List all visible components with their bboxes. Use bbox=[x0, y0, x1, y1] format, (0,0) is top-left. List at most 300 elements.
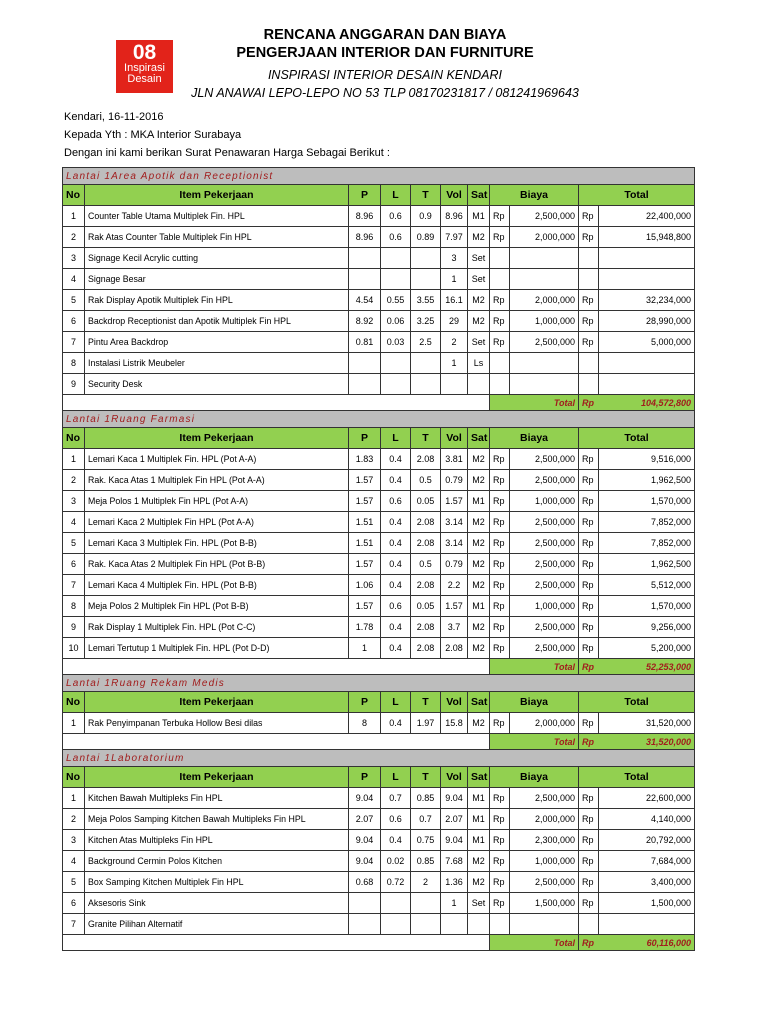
cell-item: Rak Atas Counter Table Multiplek Fin HPL bbox=[85, 227, 349, 248]
cell-vol: 29 bbox=[441, 311, 468, 332]
cell-l: 0.6 bbox=[381, 491, 411, 512]
cell-t: 0.85 bbox=[411, 851, 441, 872]
header-l: L bbox=[381, 767, 411, 788]
cell-t bbox=[411, 248, 441, 269]
cell-no: 1 bbox=[63, 449, 85, 470]
cell-total-currency: Rp bbox=[579, 206, 599, 227]
logo-number: 08 bbox=[132, 41, 157, 64]
header-t: T bbox=[411, 185, 441, 206]
cell-t: 0.85 bbox=[411, 788, 441, 809]
cell-l: 0.4 bbox=[381, 617, 411, 638]
cell-sat bbox=[468, 914, 490, 935]
cell-vol: 1 bbox=[441, 269, 468, 290]
cell-t: 0.05 bbox=[411, 596, 441, 617]
cell-total-currency: Rp bbox=[579, 713, 599, 734]
cell-no: 3 bbox=[63, 248, 85, 269]
cell-sat: M2 bbox=[468, 872, 490, 893]
cell-t: 2.08 bbox=[411, 575, 441, 596]
cell-l: 0.06 bbox=[381, 311, 411, 332]
cell-sat: M1 bbox=[468, 491, 490, 512]
cell-vol: 9.04 bbox=[441, 788, 468, 809]
table-row bbox=[63, 830, 695, 851]
cell-item: Lemari Kaca 2 Multiplek Fin HPL (Pot A-A) bbox=[85, 512, 349, 533]
cell-total-currency: Rp bbox=[579, 638, 599, 659]
cell-total-currency: Rp bbox=[579, 809, 599, 830]
cell-biaya: 2,000,000 bbox=[510, 713, 579, 734]
cell-biaya bbox=[510, 269, 579, 290]
header-vol: Vol bbox=[441, 692, 468, 713]
cell-vol: 7.97 bbox=[441, 227, 468, 248]
cell-sat: M2 bbox=[468, 851, 490, 872]
header-biaya: Biaya bbox=[490, 767, 579, 788]
cell-item: Aksesoris Sink bbox=[85, 893, 349, 914]
section-title-row bbox=[63, 168, 695, 185]
header-p: P bbox=[349, 692, 381, 713]
cell-t: 1.97 bbox=[411, 713, 441, 734]
cell-vol: 2.08 bbox=[441, 638, 468, 659]
cell-total-currency: Rp bbox=[579, 788, 599, 809]
cell-no: 4 bbox=[63, 512, 85, 533]
letter-date: Kendari, 16-11-2016 bbox=[64, 111, 164, 123]
cell-biaya: 2,500,000 bbox=[510, 533, 579, 554]
cell-biaya: 2,500,000 bbox=[510, 512, 579, 533]
cell-l bbox=[381, 353, 411, 374]
cell-biaya-currency: Rp bbox=[490, 290, 510, 311]
cell-p: 9.04 bbox=[349, 830, 381, 851]
table-row bbox=[63, 533, 695, 554]
cell-t: 3.55 bbox=[411, 290, 441, 311]
section-title: Lantai 1Laboratorium bbox=[63, 750, 695, 767]
cell-t: 2.08 bbox=[411, 638, 441, 659]
cell-sat: Set bbox=[468, 248, 490, 269]
logo-word-2: Desain bbox=[127, 73, 162, 85]
cell-sat: M1 bbox=[468, 809, 490, 830]
cell-l: 0.02 bbox=[381, 851, 411, 872]
cell-vol: 1.57 bbox=[441, 491, 468, 512]
cell-biaya-currency: Rp bbox=[490, 206, 510, 227]
cell-l: 0.72 bbox=[381, 872, 411, 893]
cell-total-currency: Rp bbox=[579, 290, 599, 311]
total-label: Total bbox=[490, 395, 579, 411]
cell-sat: M2 bbox=[468, 533, 490, 554]
cell-biaya-currency: Rp bbox=[490, 575, 510, 596]
cell-no: 2 bbox=[63, 227, 85, 248]
cell-total-currency: Rp bbox=[579, 893, 599, 914]
total-spacer bbox=[63, 659, 490, 675]
cell-biaya: 2,500,000 bbox=[510, 575, 579, 596]
header-sat: Sat bbox=[468, 185, 490, 206]
cell-biaya-currency: Rp bbox=[490, 554, 510, 575]
cell-no: 6 bbox=[63, 311, 85, 332]
cell-biaya-currency: Rp bbox=[490, 311, 510, 332]
cell-sat: M2 bbox=[468, 449, 490, 470]
cell-item: Kitchen Bawah Multipleks Fin HPL bbox=[85, 788, 349, 809]
cell-t: 0.5 bbox=[411, 554, 441, 575]
cell-biaya-currency: Rp bbox=[490, 809, 510, 830]
cell-t: 0.5 bbox=[411, 470, 441, 491]
cell-no: 1 bbox=[63, 713, 85, 734]
cell-t: 2.08 bbox=[411, 512, 441, 533]
cell-t: 0.89 bbox=[411, 227, 441, 248]
cell-item: Rak Penyimpanan Terbuka Hollow Besi dilas bbox=[85, 713, 349, 734]
cell-total-currency bbox=[579, 914, 599, 935]
cell-no: 5 bbox=[63, 533, 85, 554]
cell-l: 0.4 bbox=[381, 554, 411, 575]
cell-vol bbox=[441, 914, 468, 935]
table-row bbox=[63, 638, 695, 659]
cell-sat: M2 bbox=[468, 713, 490, 734]
total-label: Total bbox=[490, 734, 579, 750]
cell-sat: M2 bbox=[468, 554, 490, 575]
cell-biaya: 2,000,000 bbox=[510, 290, 579, 311]
table-row bbox=[63, 872, 695, 893]
cell-total-currency: Rp bbox=[579, 449, 599, 470]
cell-item: Meja Polos 1 Multiplek Fin HPL (Pot A-A) bbox=[85, 491, 349, 512]
cell-biaya-currency: Rp bbox=[490, 470, 510, 491]
cell-item: Instalasi Listrik Meubeler bbox=[85, 353, 349, 374]
cell-no: 7 bbox=[63, 914, 85, 935]
section-total-value: 60,116,000 bbox=[599, 935, 695, 951]
column-header-row bbox=[63, 692, 695, 713]
cell-biaya-currency bbox=[490, 269, 510, 290]
cell-t: 0.75 bbox=[411, 830, 441, 851]
cell-sat: M1 bbox=[468, 596, 490, 617]
cell-biaya: 2,300,000 bbox=[510, 830, 579, 851]
column-header-row bbox=[63, 428, 695, 449]
header-no: No bbox=[63, 767, 85, 788]
table-row bbox=[63, 449, 695, 470]
total-label: Total bbox=[490, 935, 579, 951]
header-t: T bbox=[411, 428, 441, 449]
cell-total-currency bbox=[579, 248, 599, 269]
cell-l: 0.7 bbox=[381, 788, 411, 809]
total-currency: Rp bbox=[579, 395, 599, 411]
cell-l: 0.4 bbox=[381, 512, 411, 533]
cell-l: 0.4 bbox=[381, 470, 411, 491]
cell-total: 20,792,000 bbox=[599, 830, 695, 851]
cell-no: 8 bbox=[63, 353, 85, 374]
cell-total-currency bbox=[579, 269, 599, 290]
cell-t: 2.08 bbox=[411, 449, 441, 470]
header-item: Item Pekerjaan bbox=[85, 185, 349, 206]
header-p: P bbox=[349, 185, 381, 206]
cell-vol bbox=[441, 374, 468, 395]
header-l: L bbox=[381, 692, 411, 713]
cell-sat: M2 bbox=[468, 227, 490, 248]
cell-l: 0.55 bbox=[381, 290, 411, 311]
cell-vol: 0.79 bbox=[441, 554, 468, 575]
cell-vol: 9.04 bbox=[441, 830, 468, 851]
table-row bbox=[63, 713, 695, 734]
cell-total: 9,256,000 bbox=[599, 617, 695, 638]
header-item: Item Pekerjaan bbox=[85, 692, 349, 713]
cell-l bbox=[381, 269, 411, 290]
cell-biaya bbox=[510, 914, 579, 935]
header-p: P bbox=[349, 428, 381, 449]
cell-total: 31,520,000 bbox=[599, 713, 695, 734]
cell-biaya-currency: Rp bbox=[490, 617, 510, 638]
cell-no: 1 bbox=[63, 788, 85, 809]
header-t: T bbox=[411, 767, 441, 788]
header-p: P bbox=[349, 767, 381, 788]
cell-total bbox=[599, 248, 695, 269]
header-item: Item Pekerjaan bbox=[85, 767, 349, 788]
section-total-value: 31,520,000 bbox=[599, 734, 695, 750]
cell-t: 2 bbox=[411, 872, 441, 893]
document-subtitle: PENGERJAAN INTERIOR DAN FURNITURE bbox=[236, 45, 534, 61]
cell-sat: M2 bbox=[468, 575, 490, 596]
cell-biaya: 1,500,000 bbox=[510, 893, 579, 914]
section-total-row bbox=[63, 659, 695, 675]
cell-total: 1,570,000 bbox=[599, 491, 695, 512]
cell-no: 3 bbox=[63, 491, 85, 512]
cell-no: 10 bbox=[63, 638, 85, 659]
cell-total bbox=[599, 374, 695, 395]
cell-biaya: 2,500,000 bbox=[510, 872, 579, 893]
header-biaya: Biaya bbox=[490, 692, 579, 713]
cell-l: 0.6 bbox=[381, 809, 411, 830]
column-header-row bbox=[63, 185, 695, 206]
cell-p bbox=[349, 353, 381, 374]
cell-p bbox=[349, 914, 381, 935]
logo-word-1: Inspirasi bbox=[124, 62, 165, 74]
cell-total: 28,990,000 bbox=[599, 311, 695, 332]
cell-p: 9.04 bbox=[349, 851, 381, 872]
header-item: Item Pekerjaan bbox=[85, 428, 349, 449]
cell-vol: 1 bbox=[441, 893, 468, 914]
cell-total: 1,962,500 bbox=[599, 470, 695, 491]
cell-biaya-currency: Rp bbox=[490, 830, 510, 851]
cell-p: 1.83 bbox=[349, 449, 381, 470]
cell-vol: 3.7 bbox=[441, 617, 468, 638]
cell-total-currency: Rp bbox=[579, 227, 599, 248]
cell-biaya: 2,500,000 bbox=[510, 449, 579, 470]
header-t: T bbox=[411, 692, 441, 713]
cell-item: Lemari Kaca 4 Multiplek Fin. HPL (Pot B-B) bbox=[85, 575, 349, 596]
cell-sat: M2 bbox=[468, 470, 490, 491]
cell-biaya: 1,000,000 bbox=[510, 311, 579, 332]
section-title: Lantai 1Area Apotik dan Receptionist bbox=[63, 168, 695, 185]
cell-vol: 3 bbox=[441, 248, 468, 269]
cell-p: 1.57 bbox=[349, 491, 381, 512]
section-total-row bbox=[63, 395, 695, 411]
header-total: Total bbox=[579, 692, 695, 713]
cell-biaya bbox=[510, 353, 579, 374]
header-total: Total bbox=[579, 767, 695, 788]
cell-p: 1.06 bbox=[349, 575, 381, 596]
cell-t: 0.9 bbox=[411, 206, 441, 227]
table-row bbox=[63, 374, 695, 395]
cell-total-currency bbox=[579, 374, 599, 395]
header-sat: Sat bbox=[468, 428, 490, 449]
cell-no: 5 bbox=[63, 872, 85, 893]
header-sat: Sat bbox=[468, 692, 490, 713]
cell-biaya-currency: Rp bbox=[490, 638, 510, 659]
cell-p: 8.92 bbox=[349, 311, 381, 332]
cell-t bbox=[411, 374, 441, 395]
cell-item: Counter Table Utama Multiplek Fin. HPL bbox=[85, 206, 349, 227]
cell-item: Security Desk bbox=[85, 374, 349, 395]
cell-p: 8.96 bbox=[349, 227, 381, 248]
cell-vol: 16.1 bbox=[441, 290, 468, 311]
cell-p: 1.51 bbox=[349, 533, 381, 554]
table-row bbox=[63, 290, 695, 311]
cell-l: 0.6 bbox=[381, 227, 411, 248]
section-title-row bbox=[63, 675, 695, 692]
total-spacer bbox=[63, 395, 490, 411]
cell-item: Rak Display 1 Multiplek Fin. HPL (Pot C-C) bbox=[85, 617, 349, 638]
table-row bbox=[63, 893, 695, 914]
table-row bbox=[63, 788, 695, 809]
cell-p: 1.57 bbox=[349, 596, 381, 617]
cell-total: 7,852,000 bbox=[599, 512, 695, 533]
cell-sat: M2 bbox=[468, 617, 490, 638]
cell-sat: M2 bbox=[468, 311, 490, 332]
cell-biaya: 2,500,000 bbox=[510, 206, 579, 227]
cell-biaya: 2,000,000 bbox=[510, 809, 579, 830]
company-address: JLN ANAWAI LEPO-LEPO NO 53 TLP 08170231817 / 081241969643 bbox=[191, 86, 579, 100]
cell-item: Meja Polos 2 Multiplek Fin HPL (Pot B-B) bbox=[85, 596, 349, 617]
header-no: No bbox=[63, 692, 85, 713]
cell-total: 1,500,000 bbox=[599, 893, 695, 914]
table-row bbox=[63, 248, 695, 269]
cell-no: 5 bbox=[63, 290, 85, 311]
cell-p bbox=[349, 248, 381, 269]
cell-l bbox=[381, 893, 411, 914]
cell-t: 0.05 bbox=[411, 491, 441, 512]
header-l: L bbox=[381, 185, 411, 206]
section-title-row bbox=[63, 411, 695, 428]
cell-item: Signage Kecil Acrylic cutting bbox=[85, 248, 349, 269]
cell-l bbox=[381, 248, 411, 269]
cell-no: 8 bbox=[63, 596, 85, 617]
table-row bbox=[63, 914, 695, 935]
cell-biaya-currency: Rp bbox=[490, 596, 510, 617]
cell-biaya-currency: Rp bbox=[490, 893, 510, 914]
cell-biaya: 1,000,000 bbox=[510, 491, 579, 512]
cell-item: Box Samping Kitchen Multiplek Fin HPL bbox=[85, 872, 349, 893]
table-row bbox=[63, 617, 695, 638]
cell-total: 7,684,000 bbox=[599, 851, 695, 872]
cell-vol: 15.8 bbox=[441, 713, 468, 734]
cell-no: 9 bbox=[63, 617, 85, 638]
cell-p bbox=[349, 893, 381, 914]
cell-p: 8.96 bbox=[349, 206, 381, 227]
cell-biaya-currency: Rp bbox=[490, 332, 510, 353]
cell-biaya-currency: Rp bbox=[490, 851, 510, 872]
cell-p: 8 bbox=[349, 713, 381, 734]
cell-biaya: 2,500,000 bbox=[510, 617, 579, 638]
cell-l: 0.4 bbox=[381, 575, 411, 596]
cell-total-currency: Rp bbox=[579, 830, 599, 851]
cell-total: 5,200,000 bbox=[599, 638, 695, 659]
table-row bbox=[63, 311, 695, 332]
table-row bbox=[63, 470, 695, 491]
cell-total bbox=[599, 914, 695, 935]
cell-t: 3.25 bbox=[411, 311, 441, 332]
cell-sat: M2 bbox=[468, 290, 490, 311]
table-row bbox=[63, 575, 695, 596]
cell-biaya-currency: Rp bbox=[490, 449, 510, 470]
cell-total: 4,140,000 bbox=[599, 809, 695, 830]
cell-item: Backdrop Receptionist dan Apotik Multiplek Fin HPL bbox=[85, 311, 349, 332]
cell-total-currency: Rp bbox=[579, 311, 599, 332]
cell-p bbox=[349, 269, 381, 290]
cell-sat: M1 bbox=[468, 830, 490, 851]
cell-item: Lemari Kaca 3 Multiplek Fin. HPL (Pot B-B) bbox=[85, 533, 349, 554]
cell-biaya: 2,500,000 bbox=[510, 788, 579, 809]
letter-recipient: Kepada Yth : MKA Interior Surabaya bbox=[64, 129, 242, 141]
cell-t: 2.5 bbox=[411, 332, 441, 353]
cell-no: 9 bbox=[63, 374, 85, 395]
cell-total: 22,600,000 bbox=[599, 788, 695, 809]
cell-biaya-currency: Rp bbox=[490, 227, 510, 248]
cell-p: 2.07 bbox=[349, 809, 381, 830]
header-vol: Vol bbox=[441, 185, 468, 206]
cell-p: 0.81 bbox=[349, 332, 381, 353]
cell-sat: M1 bbox=[468, 206, 490, 227]
cell-biaya-currency: Rp bbox=[490, 512, 510, 533]
cell-item: Pintu Area Backdrop bbox=[85, 332, 349, 353]
table-row bbox=[63, 491, 695, 512]
cell-biaya-currency bbox=[490, 374, 510, 395]
cell-biaya: 2,500,000 bbox=[510, 332, 579, 353]
header-total: Total bbox=[579, 428, 695, 449]
total-currency: Rp bbox=[579, 935, 599, 951]
cell-total-currency: Rp bbox=[579, 533, 599, 554]
cell-total: 22,400,000 bbox=[599, 206, 695, 227]
cell-total-currency: Rp bbox=[579, 617, 599, 638]
header-no: No bbox=[63, 185, 85, 206]
header-l: L bbox=[381, 428, 411, 449]
cell-biaya bbox=[510, 248, 579, 269]
cell-t bbox=[411, 914, 441, 935]
cell-sat: Set bbox=[468, 269, 490, 290]
section-total-row bbox=[63, 734, 695, 750]
cell-item: Background Cermin Polos Kitchen bbox=[85, 851, 349, 872]
cell-l: 0.4 bbox=[381, 830, 411, 851]
table-row bbox=[63, 512, 695, 533]
total-spacer bbox=[63, 935, 490, 951]
cell-total-currency: Rp bbox=[579, 596, 599, 617]
cell-total-currency: Rp bbox=[579, 554, 599, 575]
cell-total bbox=[599, 269, 695, 290]
cell-biaya: 1,000,000 bbox=[510, 851, 579, 872]
cell-t: 2.08 bbox=[411, 533, 441, 554]
cell-biaya-currency: Rp bbox=[490, 788, 510, 809]
header-sat: Sat bbox=[468, 767, 490, 788]
header-total: Total bbox=[579, 185, 695, 206]
total-currency: Rp bbox=[579, 659, 599, 675]
document-title: RENCANA ANGGARAN DAN BIAYA bbox=[263, 27, 507, 43]
cell-t bbox=[411, 269, 441, 290]
budget-table bbox=[62, 167, 695, 951]
table-row bbox=[63, 353, 695, 374]
cell-l: 0.4 bbox=[381, 638, 411, 659]
cell-biaya: 1,000,000 bbox=[510, 596, 579, 617]
cell-p: 1.57 bbox=[349, 554, 381, 575]
cell-vol: 1.57 bbox=[441, 596, 468, 617]
cell-p: 1.78 bbox=[349, 617, 381, 638]
cell-total: 1,962,500 bbox=[599, 554, 695, 575]
cell-l: 0.6 bbox=[381, 206, 411, 227]
cell-total: 5,512,000 bbox=[599, 575, 695, 596]
cell-vol: 1 bbox=[441, 353, 468, 374]
section-total-value: 104,572,800 bbox=[599, 395, 695, 411]
cell-vol: 3.81 bbox=[441, 449, 468, 470]
cell-no: 3 bbox=[63, 830, 85, 851]
cell-t bbox=[411, 353, 441, 374]
